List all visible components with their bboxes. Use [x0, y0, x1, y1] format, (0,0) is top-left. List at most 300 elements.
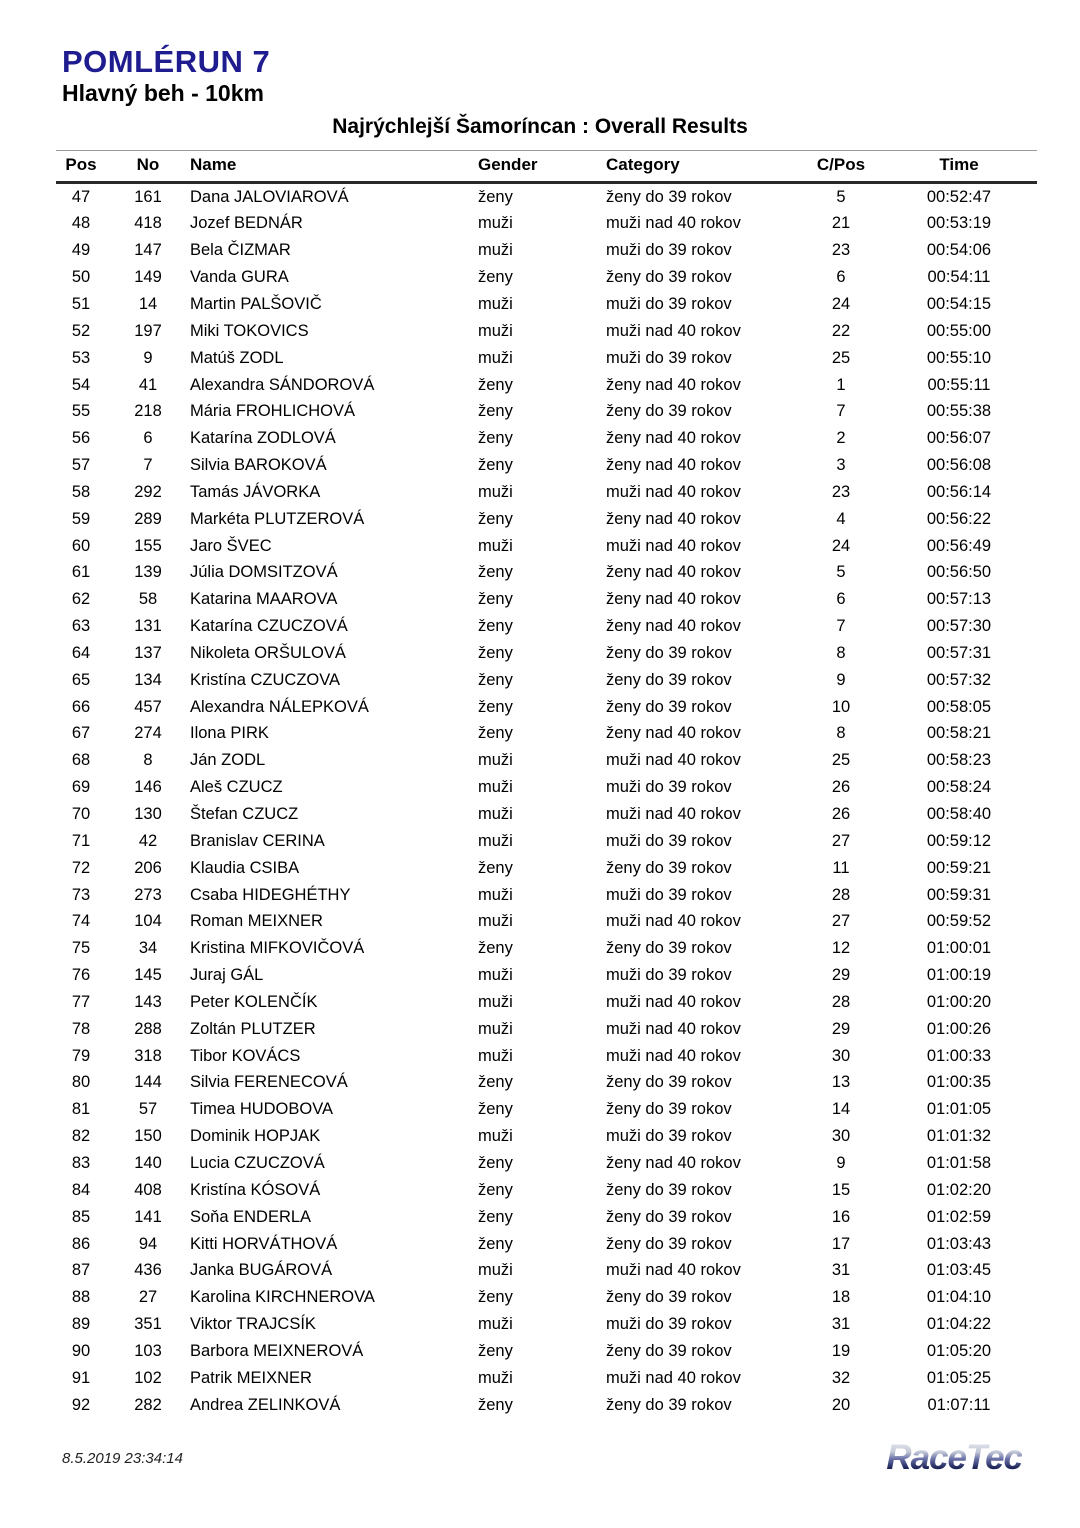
cell-time: 00:56:22: [926, 509, 992, 528]
cell-category: muži nad 40 rokov: [606, 1046, 741, 1065]
cell-gender: ženy: [478, 590, 513, 609]
cell-no: 41: [138, 375, 158, 394]
cell-category: ženy nad 40 rokov: [606, 429, 741, 448]
cell-category: ženy nad 40 rokov: [606, 456, 741, 475]
cell-name: Zoltán PLUTZER: [190, 1019, 316, 1038]
cell-pos: 90: [71, 1341, 91, 1360]
cell-pos: 72: [71, 858, 91, 877]
table-row: [56, 1338, 1037, 1365]
cell-no: 104: [134, 912, 162, 931]
cell-cpos: 22: [831, 321, 851, 340]
cell-pos: 53: [71, 348, 91, 367]
cell-no: 58: [138, 590, 158, 609]
cell-pos: 51: [71, 294, 91, 313]
cell-cpos: 28: [831, 885, 851, 904]
cell-gender: muži: [478, 348, 513, 367]
cell-category: muži do 39 rokov: [606, 831, 732, 850]
cell-time: 01:00:35: [926, 1073, 992, 1092]
table-row: [56, 908, 1037, 935]
cell-name: Peter KOLENČÍK: [190, 992, 318, 1011]
cell-name: Júlia DOMSITZOVÁ: [190, 563, 338, 582]
cell-no: 27: [138, 1288, 158, 1307]
cell-name: Matúš ZODL: [190, 348, 284, 367]
cell-cpos: 19: [831, 1341, 851, 1360]
cell-no: 288: [134, 1019, 162, 1038]
cell-cpos: 9: [836, 1153, 846, 1172]
cell-pos: 73: [71, 885, 91, 904]
cell-no: 144: [134, 1073, 162, 1092]
cell-gender: ženy: [478, 456, 513, 475]
cell-pos: 50: [71, 268, 91, 287]
cell-gender: muži: [478, 751, 513, 770]
cell-category: ženy do 39 rokov: [606, 187, 732, 206]
cell-gender: muži: [478, 992, 513, 1011]
printed-timestamp: 8.5.2019 23:34:14: [62, 1450, 183, 1467]
cell-gender: muži: [478, 536, 513, 555]
cell-no: 9: [143, 348, 153, 367]
cell-category: ženy do 39 rokov: [606, 697, 732, 716]
cell-name: Juraj GÁL: [190, 966, 264, 985]
cell-pos: 58: [71, 482, 91, 501]
cell-name: Karolina KIRCHNEROVA: [190, 1288, 375, 1307]
race-title: Hlavný beh - 10km: [62, 79, 264, 106]
cell-pos: 83: [71, 1153, 91, 1172]
cell-time: 01:00:20: [926, 992, 992, 1011]
cell-name: Kristina MIFKOVIČOVÁ: [190, 939, 365, 958]
cell-pos: 55: [71, 402, 91, 421]
cell-no: 149: [134, 268, 162, 287]
cell-no: 103: [134, 1341, 162, 1360]
table-row: [56, 237, 1037, 264]
cell-no: 218: [134, 402, 162, 421]
cell-time: 00:59:21: [926, 858, 992, 877]
cell-gender: muži: [478, 1315, 513, 1334]
cell-pos: 86: [71, 1234, 91, 1253]
cell-pos: 65: [71, 670, 91, 689]
cell-time: 01:01:05: [926, 1100, 992, 1119]
cell-no: 161: [134, 187, 162, 206]
cell-no: 141: [134, 1207, 162, 1226]
column-header-no: No: [106, 150, 190, 182]
table-row: [56, 1177, 1037, 1204]
cell-pos: 76: [71, 966, 91, 985]
cell-name: Kristína CZUCZOVA: [190, 670, 341, 689]
cell-time: 01:07:11: [927, 1395, 991, 1414]
cell-gender: ženy: [478, 643, 513, 662]
cell-gender: muži: [478, 885, 513, 904]
cell-time: 00:58:21: [926, 724, 992, 743]
cell-category: ženy do 39 rokov: [606, 1341, 732, 1360]
cell-cpos: 12: [831, 939, 851, 958]
cell-category: ženy do 39 rokov: [606, 1100, 732, 1119]
cell-name: Kristína KÓSOVÁ: [190, 1180, 321, 1199]
cell-pos: 47: [71, 187, 91, 206]
cell-name: Jaro ŠVEC: [190, 536, 272, 555]
cell-no: 137: [134, 643, 162, 662]
cell-category: muži nad 40 rokov: [606, 482, 741, 501]
cell-gender: ženy: [478, 858, 513, 877]
cell-time: 00:54:06: [926, 241, 992, 260]
cell-no: 289: [134, 509, 162, 528]
table-row: [56, 533, 1037, 560]
cell-cpos: 27: [831, 831, 851, 850]
cell-gender: muži: [478, 1127, 513, 1146]
cell-time: 00:58:23: [926, 751, 992, 770]
table-row: [56, 613, 1037, 640]
cell-gender: ženy: [478, 509, 513, 528]
cell-gender: ženy: [478, 1234, 513, 1253]
cell-pos: 82: [71, 1127, 91, 1146]
cell-cpos: 3: [836, 456, 846, 475]
cell-cpos: 23: [831, 482, 851, 501]
cell-category: ženy do 39 rokov: [606, 1395, 732, 1414]
cell-category: ženy do 39 rokov: [606, 858, 732, 877]
results-header: [56, 150, 1037, 182]
cell-time: 00:56:49: [926, 536, 992, 555]
cell-cpos: 8: [836, 643, 846, 662]
cell-gender: ženy: [478, 1100, 513, 1119]
cell-no: 139: [134, 563, 162, 582]
cell-category: ženy do 39 rokov: [606, 939, 732, 958]
cell-time: 00:52:47: [926, 187, 992, 206]
table-row: [56, 182, 1037, 210]
cell-cpos: 5: [836, 563, 846, 582]
cell-category: ženy nad 40 rokov: [606, 509, 741, 528]
cell-gender: muži: [478, 321, 513, 340]
cell-gender: muži: [478, 214, 513, 233]
cell-pos: 77: [71, 992, 91, 1011]
cell-cpos: 10: [831, 697, 851, 716]
table-row: [56, 1392, 1037, 1419]
cell-pos: 59: [71, 509, 91, 528]
cell-gender: muži: [478, 482, 513, 501]
cell-time: 01:05:20: [926, 1341, 992, 1360]
cell-category: ženy do 39 rokov: [606, 1234, 732, 1253]
cell-cpos: 5: [836, 187, 846, 206]
table-row: [56, 560, 1037, 587]
cell-no: 131: [134, 617, 162, 636]
cell-gender: ženy: [478, 563, 513, 582]
cell-cpos: 26: [831, 778, 851, 797]
cell-cpos: 25: [831, 751, 851, 770]
cell-gender: muži: [478, 805, 513, 824]
cell-name: Alexandra NÁLEPKOVÁ: [190, 697, 369, 716]
cell-pos: 49: [71, 241, 91, 260]
cell-category: muži nad 40 rokov: [606, 1261, 741, 1280]
cell-name: Štefan CZUCZ: [190, 805, 299, 824]
cell-cpos: 18: [831, 1288, 851, 1307]
cell-category: muži nad 40 rokov: [606, 805, 741, 824]
cell-pos: 85: [71, 1207, 91, 1226]
cell-gender: ženy: [478, 375, 513, 394]
cell-category: muži nad 40 rokov: [606, 751, 741, 770]
table-row: [56, 801, 1037, 828]
cell-pos: 70: [71, 805, 91, 824]
table-row: [56, 935, 1037, 962]
cell-pos: 63: [71, 617, 91, 636]
cell-pos: 75: [71, 939, 91, 958]
table-row: [56, 1150, 1037, 1177]
cell-name: Bela ČIZMAR: [190, 241, 291, 260]
cell-name: Tibor KOVÁCS: [190, 1046, 301, 1065]
cell-name: Dominik HOPJAK: [190, 1127, 321, 1146]
cell-time: 00:57:30: [926, 617, 992, 636]
cell-no: 206: [134, 858, 162, 877]
cell-time: 00:59:31: [926, 885, 992, 904]
cell-name: Janka BUGÁROVÁ: [190, 1261, 333, 1280]
table-row: [56, 291, 1037, 318]
cell-no: 6: [143, 429, 153, 448]
cell-name: Silvia BAROKOVÁ: [190, 456, 327, 475]
column-header-name: Name: [190, 150, 470, 182]
cell-time: 01:01:32: [926, 1127, 992, 1146]
cell-name: Katarina MAAROVA: [190, 590, 338, 609]
table-row: [56, 962, 1037, 989]
table-row: [56, 1204, 1037, 1231]
cell-category: ženy do 39 rokov: [606, 643, 732, 662]
cell-time: 00:54:15: [926, 294, 992, 313]
racetec-logo: RaceTec: [886, 1438, 1022, 1477]
cell-time: 00:55:38: [926, 402, 992, 421]
cell-category: muži nad 40 rokov: [606, 912, 741, 931]
results-table: [56, 150, 1037, 1419]
cell-name: Ján ZODL: [190, 751, 266, 770]
cell-no: 143: [134, 992, 162, 1011]
cell-cpos: 6: [836, 590, 846, 609]
cell-name: Patrik MEIXNER: [190, 1368, 312, 1387]
cell-no: 408: [134, 1180, 162, 1199]
cell-time: 00:55:11: [927, 375, 991, 394]
cell-category: ženy do 39 rokov: [606, 402, 732, 421]
cell-category: ženy do 39 rokov: [606, 268, 732, 287]
cell-no: 34: [138, 939, 158, 958]
cell-cpos: 24: [831, 536, 851, 555]
cell-pos: 48: [71, 214, 91, 233]
cell-pos: 64: [71, 643, 91, 662]
cell-category: muži nad 40 rokov: [606, 214, 741, 233]
table-row: [56, 1123, 1037, 1150]
cell-no: 197: [134, 321, 162, 340]
cell-gender: ženy: [478, 670, 513, 689]
cell-pos: 88: [71, 1288, 91, 1307]
table-row: [56, 640, 1037, 667]
cell-time: 01:03:45: [926, 1261, 992, 1280]
cell-pos: 79: [71, 1046, 91, 1065]
cell-name: Ilona PIRK: [190, 724, 269, 743]
cell-time: 00:58:24: [926, 778, 992, 797]
cell-gender: muži: [478, 241, 513, 260]
cell-time: 01:02:59: [926, 1207, 992, 1226]
cell-no: 8: [143, 751, 153, 770]
table-row: [56, 372, 1037, 399]
cell-time: 01:03:43: [926, 1234, 992, 1253]
results-body: [56, 182, 1037, 1418]
cell-gender: muži: [478, 1046, 513, 1065]
page-header: [0, 0, 1080, 105]
cell-name: Roman MEIXNER: [190, 912, 323, 931]
table-row: [56, 989, 1037, 1016]
cell-gender: muži: [478, 778, 513, 797]
cell-gender: ženy: [478, 724, 513, 743]
cell-category: muži nad 40 rokov: [606, 1019, 741, 1038]
page-footer: [62, 1438, 1022, 1478]
cell-pos: 92: [71, 1395, 91, 1414]
table-row: [56, 1016, 1037, 1043]
cell-time: 00:55:10: [926, 348, 992, 367]
cell-category: ženy nad 40 rokov: [606, 375, 741, 394]
cell-cpos: 7: [836, 402, 846, 421]
cell-pos: 69: [71, 778, 91, 797]
cell-cpos: 13: [831, 1073, 851, 1092]
cell-category: ženy nad 40 rokov: [606, 1153, 741, 1172]
cell-time: 01:04:22: [926, 1315, 992, 1334]
cell-time: 00:59:12: [926, 831, 992, 850]
cell-no: 274: [134, 724, 162, 743]
cell-category: ženy do 39 rokov: [606, 1073, 732, 1092]
cell-pos: 66: [71, 697, 91, 716]
cell-cpos: 4: [836, 509, 846, 528]
cell-category: ženy nad 40 rokov: [606, 563, 741, 582]
cell-name: Lucia CZUCZOVÁ: [190, 1153, 325, 1172]
cell-name: Barbora MEIXNEROVÁ: [190, 1341, 364, 1360]
cell-name: Alexandra SÁNDOROVÁ: [190, 375, 375, 394]
cell-cpos: 29: [831, 1019, 851, 1038]
table-row: [56, 1284, 1037, 1311]
cell-time: 00:57:32: [926, 670, 992, 689]
cell-no: 418: [134, 214, 162, 233]
cell-category: muži do 39 rokov: [606, 241, 732, 260]
cell-name: Miki TOKOVICS: [190, 321, 309, 340]
cell-category: ženy do 39 rokov: [606, 670, 732, 689]
cell-gender: ženy: [478, 1073, 513, 1092]
event-title: POMLÉRUN 7: [62, 44, 271, 79]
report-title: Najrýchlejší Šamoríncan : Overall Results: [332, 114, 748, 138]
cell-name: Silvia FERENECOVÁ: [190, 1073, 348, 1092]
cell-gender: muži: [478, 966, 513, 985]
cell-pos: 52: [71, 321, 91, 340]
cell-pos: 56: [71, 429, 91, 448]
column-header-category: Category: [603, 150, 801, 182]
cell-cpos: 32: [831, 1368, 851, 1387]
column-header-pos: Pos: [56, 150, 106, 182]
table-row: [56, 1257, 1037, 1284]
cell-time: 00:57:31: [926, 643, 992, 662]
cell-time: 01:00:19: [926, 966, 992, 985]
table-row: [56, 828, 1037, 855]
cell-time: 01:05:25: [926, 1368, 992, 1387]
table-row: [56, 747, 1037, 774]
cell-cpos: 31: [831, 1315, 851, 1334]
cell-pos: 54: [71, 375, 91, 394]
cell-gender: ženy: [478, 1153, 513, 1172]
cell-cpos: 29: [831, 966, 851, 985]
cell-pos: 71: [71, 831, 91, 850]
cell-category: muži do 39 rokov: [606, 885, 732, 904]
cell-time: 00:58:40: [926, 805, 992, 824]
cell-name: Aleš CZUCZ: [190, 778, 283, 797]
cell-gender: muži: [478, 831, 513, 850]
cell-name: Soňa ENDERLA: [190, 1207, 312, 1226]
cell-time: 01:01:58: [926, 1153, 992, 1172]
cell-time: 00:59:52: [926, 912, 992, 931]
cell-no: 14: [138, 294, 158, 313]
cell-pos: 78: [71, 1019, 91, 1038]
cell-category: muži nad 40 rokov: [606, 536, 741, 555]
cell-pos: 62: [71, 590, 91, 609]
cell-name: Timea HUDOBOVA: [190, 1100, 334, 1119]
cell-time: 00:58:05: [926, 697, 992, 716]
cell-gender: muži: [478, 1261, 513, 1280]
cell-pos: 74: [71, 912, 91, 931]
cell-cpos: 28: [831, 992, 851, 1011]
table-row: [56, 667, 1037, 694]
cell-no: 292: [134, 482, 162, 501]
cell-cpos: 2: [836, 429, 846, 448]
cell-cpos: 15: [831, 1180, 851, 1199]
cell-gender: ženy: [478, 187, 513, 206]
cell-gender: muži: [478, 912, 513, 931]
cell-pos: 80: [71, 1073, 91, 1092]
cell-time: 00:54:11: [927, 268, 991, 287]
cell-pos: 84: [71, 1180, 91, 1199]
table-row: [56, 398, 1037, 425]
cell-no: 273: [134, 885, 162, 904]
cell-gender: ženy: [478, 939, 513, 958]
cell-gender: ženy: [478, 429, 513, 448]
cell-time: 00:56:14: [926, 482, 992, 501]
cell-time: 00:56:07: [926, 429, 992, 448]
cell-cpos: 11: [832, 858, 850, 877]
cell-cpos: 16: [831, 1207, 851, 1226]
cell-cpos: 20: [831, 1395, 851, 1414]
table-row: [56, 694, 1037, 721]
cell-pos: 81: [71, 1100, 91, 1119]
cell-no: 140: [134, 1153, 162, 1172]
table-row: [56, 721, 1037, 748]
cell-gender: muži: [478, 1368, 513, 1387]
header-row: [56, 150, 1037, 182]
table-row: [56, 264, 1037, 291]
cell-time: 00:57:13: [926, 590, 992, 609]
table-row: [56, 345, 1037, 372]
cell-no: 94: [138, 1234, 158, 1253]
cell-gender: ženy: [478, 1395, 513, 1414]
cell-time: 01:00:33: [926, 1046, 992, 1065]
cell-no: 102: [134, 1368, 162, 1387]
column-header-time: Time: [881, 150, 1037, 182]
cell-no: 147: [134, 241, 162, 260]
table-row: [56, 774, 1037, 801]
cell-category: ženy do 39 rokov: [606, 1180, 732, 1199]
cell-cpos: 21: [831, 214, 851, 233]
table-row: [56, 479, 1037, 506]
cell-no: 282: [134, 1395, 162, 1414]
cell-category: muži nad 40 rokov: [606, 321, 741, 340]
table-row: [56, 855, 1037, 882]
cell-cpos: 24: [831, 294, 851, 313]
cell-category: muži do 39 rokov: [606, 966, 732, 985]
cell-no: 134: [134, 670, 162, 689]
cell-gender: ženy: [478, 1207, 513, 1226]
cell-time: 01:04:10: [926, 1288, 992, 1307]
cell-pos: 68: [71, 751, 91, 770]
cell-gender: muži: [478, 1019, 513, 1038]
cell-gender: ženy: [478, 1288, 513, 1307]
cell-no: 155: [134, 536, 162, 555]
cell-pos: 91: [71, 1368, 91, 1387]
cell-no: 145: [134, 966, 162, 985]
cell-name: Mária FROHLICHOVÁ: [190, 402, 356, 421]
